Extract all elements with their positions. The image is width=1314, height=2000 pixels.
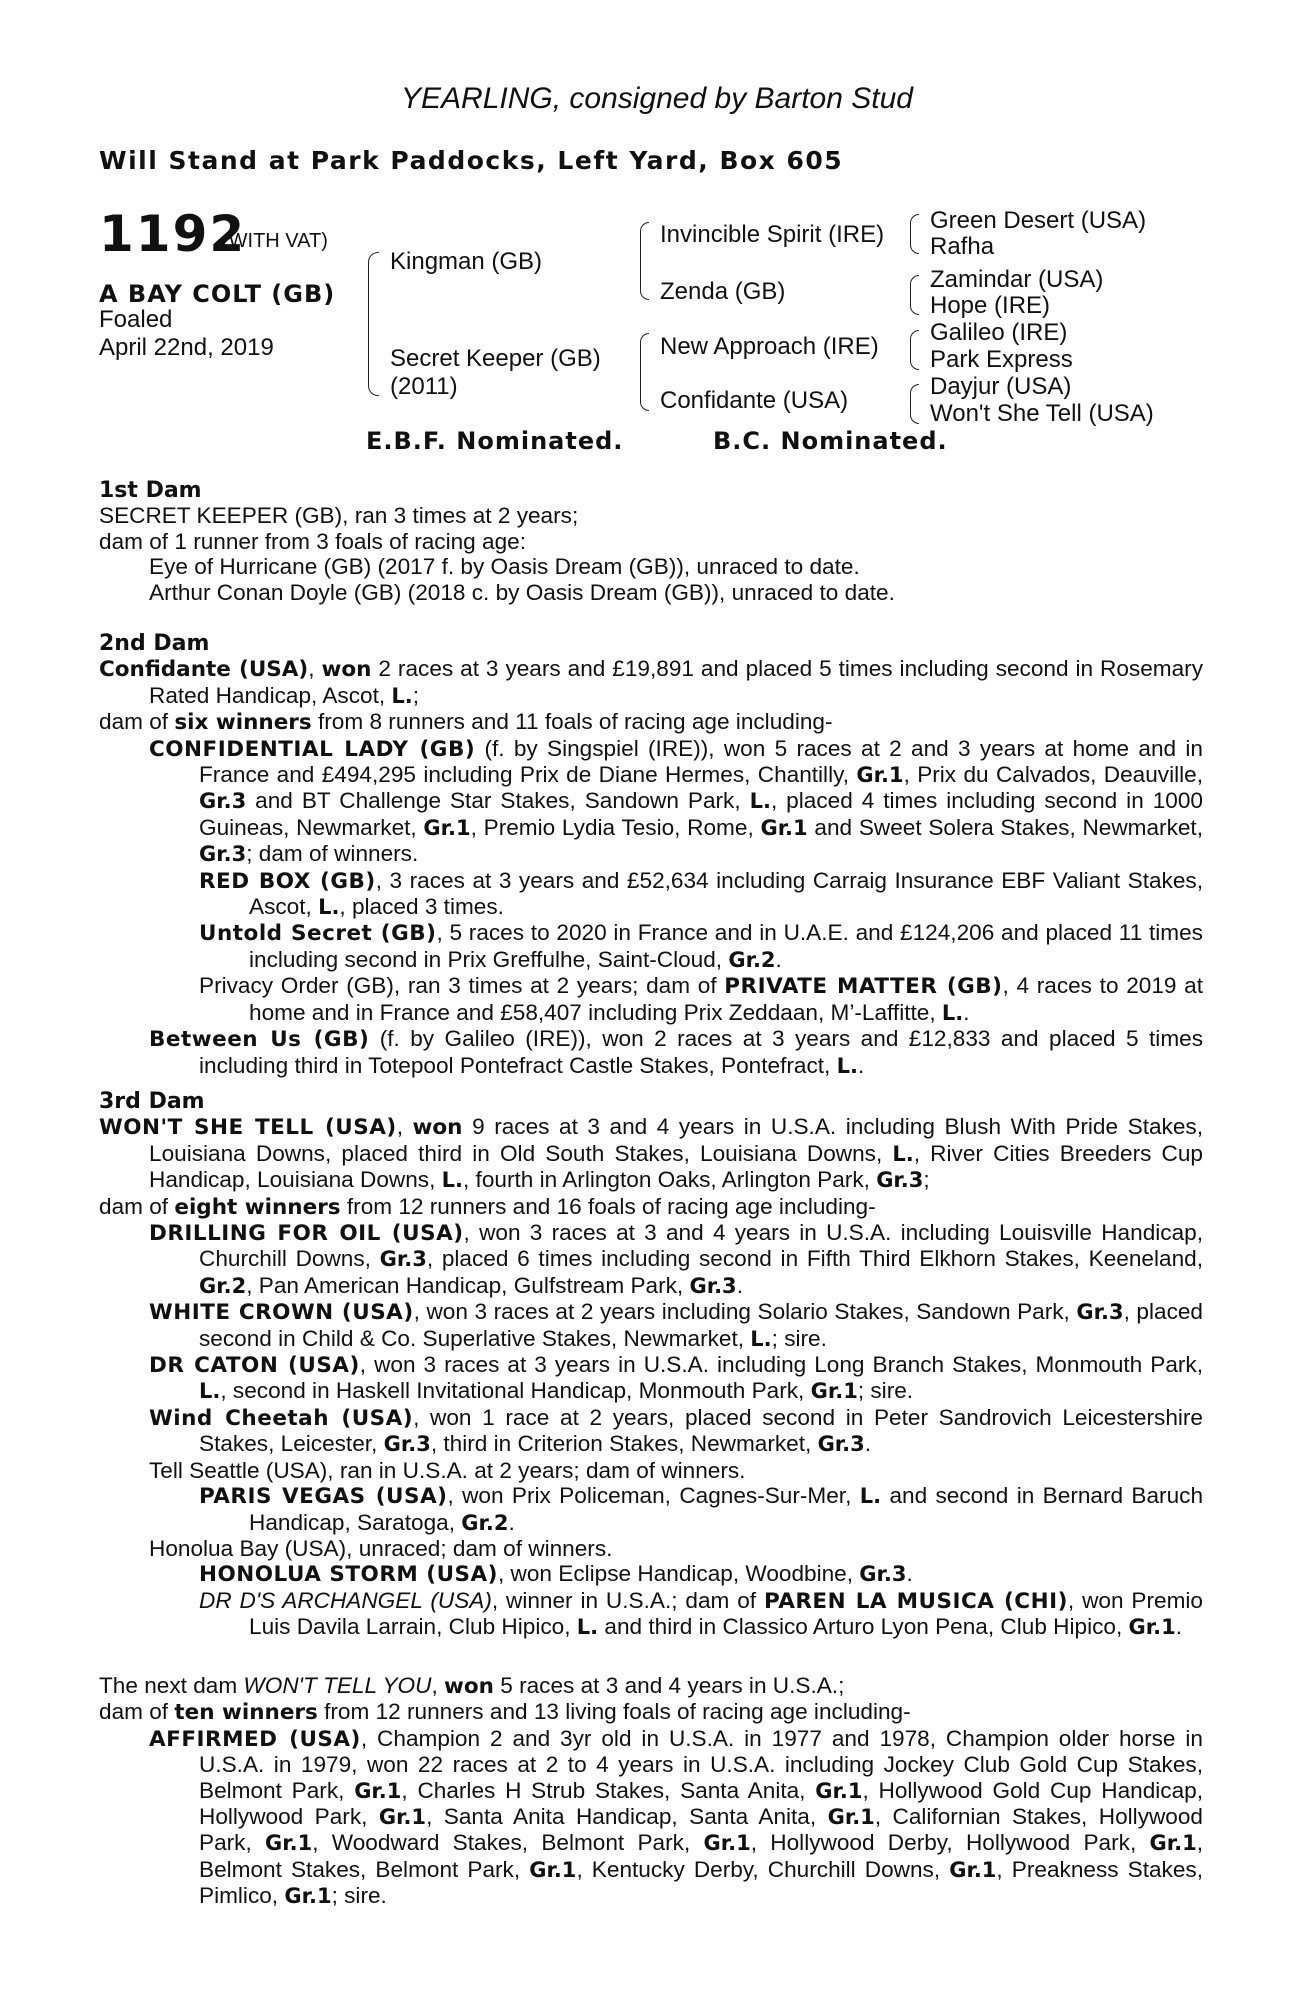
- produce-entry: [99, 736, 1203, 868]
- grade-mark: Gr.3: [817, 1432, 865, 1457]
- consignment-heading: YEARLING, consigned by Barton Stud: [401, 82, 913, 115]
- sd-brace: [910, 275, 919, 315]
- listed-mark: L.: [750, 1326, 772, 1351]
- produce-entry: [99, 1483, 1203, 1536]
- record-text: .: [906, 1561, 913, 1587]
- record-text: from 8 runners and 11 foals of racing age including-: [311, 709, 833, 735]
- horse-name: WHITE CROWN (USA): [149, 1300, 414, 1326]
- grade-mark: Gr.1: [529, 1857, 577, 1882]
- sire-parents-brace: [640, 222, 649, 300]
- record-text: .: [775, 946, 782, 972]
- first-dam-line: SECRET KEEPER (GB), ran 3 times at 2 years;: [99, 503, 579, 529]
- record-text: .: [508, 1509, 515, 1535]
- grade-mark: Gr.1: [810, 1379, 858, 1404]
- grade-mark: Gr.3: [383, 1432, 431, 1457]
- sire-dam-brace: [368, 252, 379, 396]
- pedigree-dam: Secret Keeper (GB): [390, 345, 601, 372]
- record-text: , won Premio Luis Davila Larrain, Club Hipico,: [249, 1587, 1203, 1640]
- winners-count: ten winners: [174, 1700, 318, 1726]
- record-text: ; sire.: [331, 1883, 387, 1909]
- horse-name: DR CATON (USA): [149, 1353, 360, 1379]
- record-text: , won 3 races at 3 years in U.S.A. including Long Branch Stakes, Monmouth Park,: [359, 1352, 1203, 1378]
- third-dam-heading: 3rd Dam: [99, 1089, 205, 1114]
- record-text: , third in Criterion Stakes, Newmarket,: [430, 1431, 818, 1457]
- record-text: The next dam: [99, 1673, 244, 1698]
- grade-mark: Gr.1: [354, 1778, 402, 1803]
- grade-mark: Gr.1: [949, 1857, 997, 1882]
- record-text: 9 races at 3 and 4 years in U.S.A. including Blush With Pride Stakes, Louisiana Downs, placed third in Old South Stakes, Louisiana Downs,: [149, 1114, 1203, 1166]
- pedigree-ds-sire: Galileo (IRE): [930, 319, 1068, 346]
- foaled-label: Foaled: [99, 306, 173, 333]
- location-heading: Will Stand at Park Paddocks, Left Yard, Box 605: [99, 146, 844, 175]
- grade-mark: Gr.1: [265, 1831, 313, 1856]
- record-text: , placed 6 times including second in Fifth Third Elkhorn Stakes, Keeneland,: [426, 1246, 1203, 1272]
- winners-count: eight winners: [174, 1194, 341, 1220]
- record-text: , Californian Stakes, Hollywood Park,: [199, 1804, 1204, 1856]
- foal-entry: Arthur Conan Doyle (GB) (2018 c. by Oasis Dream (GB)), unraced to date.: [149, 579, 895, 605]
- record-text: , Champion 2 and 3yr old in U.S.A. in 1977 and 1978, Champion older horse in U.S.A. in 1979, won 22 races at 2 to 4 years in U.S.A. including Jockey Club Gold Cup Stakes, Belmont Park,: [199, 1725, 1203, 1803]
- produce-entry: [99, 973, 1203, 1026]
- record-text: , Belmont Stakes, Belmont Park,: [199, 1830, 1203, 1882]
- record-text: ; sire.: [771, 1325, 827, 1351]
- record-text: from 12 runners and 16 foals of racing age including-: [340, 1193, 876, 1219]
- foal-entry: Eye of Hurricane (GB) (2017 f. by Oasis Dream (GB)), unraced to date.: [149, 554, 860, 580]
- grade-mark: Gr.1: [378, 1805, 427, 1830]
- grade-mark: Gr.3: [379, 1247, 427, 1272]
- record-text: , fourth in Arlington Oaks, Arlington Park,: [463, 1167, 877, 1193]
- horse-name: Between Us (GB): [149, 1027, 370, 1053]
- horse-name: PARIS VEGAS (USA): [199, 1484, 448, 1510]
- record-text: (f. by Galileo (IRE)), won 2 races at 3 years and £12,833 and placed 5 times including third in Totepool Pontefract Castle Stakes, Pontefract,: [199, 1026, 1203, 1078]
- grade-mark: Gr.3: [876, 1168, 924, 1193]
- record-text: , Hollywood Gold Cup Handicap, Hollywood Park,: [199, 1777, 1204, 1830]
- grade-mark: Gr.1: [703, 1831, 751, 1856]
- ss-brace: [910, 214, 919, 254]
- listed-mark: L.: [391, 683, 413, 708]
- third-dam-produce: [99, 1194, 1203, 1220]
- record-text: , 4 races to 2019 at home and in France and £58,407 including Prix Zeddaan, M’-Laffitte,: [249, 973, 1203, 1025]
- grade-mark: Gr.1: [284, 1884, 332, 1909]
- record-text: , placed 3 times.: [339, 894, 504, 920]
- first-dam-section: [99, 478, 1203, 605]
- record-text: , 3 races at 3 years and £52,634 including Carraig Insurance EBF Valiant Stakes, Ascot,: [249, 867, 1203, 920]
- won-label: won: [412, 1115, 463, 1141]
- record-text: ;: [412, 682, 420, 708]
- record-text: , Premio Lydia Tesio, Rome,: [470, 814, 761, 840]
- pedigree-sire: Kingman (GB): [390, 248, 543, 275]
- produce-entry: Honolua Bay (USA), unraced; dam of winners.: [149, 1535, 613, 1561]
- winners-count: six winners: [174, 710, 312, 736]
- won-label: won: [444, 1674, 494, 1699]
- produce-entry: [99, 1561, 1203, 1587]
- record-text: , Santa Anita Handicap, Santa Anita,: [426, 1804, 828, 1830]
- pedigree-sd-sire: Zamindar (USA): [930, 266, 1104, 293]
- listed-mark: L.: [576, 1615, 599, 1640]
- first-dam-produce: dam of 1 runner from 3 foals of racing age:: [99, 528, 526, 554]
- grade-mark: Gr.1: [815, 1778, 863, 1803]
- grade-mark: Gr.1: [760, 815, 808, 840]
- ebf-nominated: E.B.F. Nominated.: [366, 427, 624, 455]
- lot-number: 1192: [99, 205, 247, 263]
- second-dam-produce: [99, 709, 1203, 735]
- vat-label: (WITH VAT): [222, 230, 328, 252]
- first-dam-heading: 1st Dam: [99, 478, 202, 503]
- record-text: , won 1 race at 2 years, placed second in Peter Sandrovich Leicestershire Stakes, Leicester,: [199, 1404, 1203, 1457]
- record-text: dam of: [99, 1193, 175, 1219]
- grade-mark: Gr.1: [423, 815, 471, 840]
- ds-brace: [910, 330, 919, 370]
- pedigree-sire-sire: Invincible Spirit (IRE): [660, 221, 885, 248]
- produce-entry: [99, 1026, 1203, 1079]
- produce-entry: [99, 1352, 1203, 1405]
- dam-name: WON'T TELL YOU: [243, 1673, 432, 1698]
- third-dam-section: [99, 1089, 1203, 1641]
- grade-mark: Gr.3: [1076, 1300, 1124, 1325]
- record-text: 2 races at 3 years and £19,891 and placed 5 times including second in Rosemary Rated Handicap, Ascot,: [149, 656, 1203, 708]
- record-text: , won 3 races at 3 and 4 years in U.S.A. including Louisville Handicap, Churchill Downs,: [199, 1220, 1203, 1272]
- listed-mark: L.: [836, 1053, 858, 1078]
- record-text: , Charles H Strub Stakes, Santa Anita,: [401, 1777, 816, 1803]
- pedigree-dam-year: (2011): [390, 373, 458, 400]
- grade-mark: Gr.2: [461, 1510, 509, 1535]
- produce-entry: Tell Seattle (USA), ran in U.S.A. at 2 years; dam of winners.: [149, 1457, 746, 1483]
- record-text: Privacy Order (GB), ran 3 times at 2 years; dam of: [199, 973, 725, 999]
- produce-entry: [99, 1220, 1203, 1299]
- grade-mark: Gr.1: [1149, 1831, 1197, 1856]
- record-text: .: [857, 1052, 865, 1078]
- record-text: ; dam of winners.: [246, 841, 419, 867]
- pedigree-dd-sire: Dayjur (USA): [930, 373, 1072, 400]
- grade-mark: Gr.3: [859, 1562, 907, 1587]
- record-text: , winner in U.S.A.; dam of: [491, 1587, 764, 1613]
- grade-mark: Gr.1: [1128, 1615, 1176, 1640]
- record-text: , River Cities Breeders Cup Handicap, Louisiana Downs,: [149, 1140, 1204, 1193]
- bc-nominated: B.C. Nominated.: [713, 427, 948, 455]
- horse-name: Untold Secret (GB): [199, 921, 437, 947]
- record-text: , second in Haskell Invitational Handicap, Monmouth Park,: [220, 1378, 811, 1404]
- horse-name: PRIVATE MATTER (GB): [724, 974, 1003, 1000]
- pedigree-dam-sire: New Approach (IRE): [660, 333, 879, 360]
- third-dam-record: WON'T SHE TELL (USA), won 9 races at 3 and 4 years in U.S.A. including Blush With Pride Stakes, Louisiana Downs, placed third in Old South Stakes, Louisiana Downs, L., River Cities Breeders Cup Handicap, Louisiana Downs, L., fourth in Arlington Oaks, Arlington Park, Gr.3;: [99, 1114, 1204, 1193]
- horse-name: Wind Cheetah (USA): [149, 1405, 414, 1431]
- produce-entry: [99, 1588, 1203, 1641]
- next-dam-section: [99, 1673, 1203, 1910]
- next-dam-record: The next dam WON'T TELL YOU, won 5 races at 3 and 4 years in U.S.A.;: [99, 1673, 845, 1699]
- grade-mark: Gr.3: [689, 1273, 737, 1298]
- produce-entry: [99, 1726, 1203, 1910]
- record-text: , placed second in Child & Co. Superlative Stakes, Newmarket,: [199, 1299, 1203, 1351]
- listed-mark: L.: [441, 1168, 463, 1193]
- produce-entry: [99, 1405, 1203, 1458]
- dam-name: WON'T SHE TELL (USA): [99, 1115, 397, 1141]
- horse-name: DRILLING FOR OIL (USA): [149, 1221, 464, 1247]
- pedigree-ss-sire: Green Desert (USA): [930, 207, 1147, 234]
- horse-name: HONOLUA STORM (USA): [199, 1562, 498, 1588]
- record-text: , Kentucky Derby, Churchill Downs,: [576, 1856, 950, 1882]
- record-text: , 5 races to 2020 in France and in U.A.E. and £124,206 and placed 11 times including second in Prix Greffulhe, Saint-Cloud,: [249, 920, 1203, 972]
- listed-mark: L.: [941, 1000, 964, 1025]
- grade-mark: Gr.3: [199, 842, 247, 867]
- record-text: and Sweet Solera Stakes, Newmarket,: [807, 814, 1203, 840]
- horse-name: AFFIRMED (USA): [149, 1726, 361, 1752]
- record-text: , placed 4 times including second in 1000 Guineas, Newmarket,: [199, 788, 1203, 840]
- record-text: dam of: [99, 709, 175, 735]
- listed-mark: L.: [199, 1379, 221, 1404]
- record-text: , Preakness Stakes, Pimlico,: [199, 1856, 1203, 1909]
- record-text: ;: [923, 1167, 930, 1193]
- grade-mark: Gr.2: [199, 1273, 247, 1298]
- listed-mark: L.: [859, 1484, 882, 1509]
- record-text: .: [1175, 1614, 1182, 1640]
- dam-name: Confidante (USA): [99, 657, 309, 683]
- record-text: , won Eclipse Handicap, Woodbine,: [498, 1561, 860, 1587]
- record-text: 5 races at 3 and 4 years in U.S.A.;: [493, 1673, 845, 1698]
- listed-mark: L.: [318, 895, 340, 920]
- grade-mark: Gr.1: [827, 1805, 875, 1830]
- record-text: dam of: [99, 1699, 175, 1725]
- produce-entry: [99, 868, 1203, 921]
- horse-name: DR D'S ARCHANGEL (USA): [199, 1587, 492, 1613]
- record-text: ; sire.: [857, 1378, 914, 1404]
- foaled-date: April 22nd, 2019: [99, 334, 274, 361]
- lot-title: A BAY COLT (GB): [99, 280, 336, 308]
- grade-mark: Gr.1: [856, 763, 904, 788]
- record-text: , Prix du Calvados, Deauville,: [903, 762, 1203, 788]
- record-text: (f. by Singspiel (IRE)), won 5 races at 2 and 3 years at home and in France and £494,295 including Prix de Diane Hermes, Chantilly,: [199, 735, 1203, 788]
- record-text: and BT Challenge Star Stakes, Sandown Park,: [246, 788, 750, 814]
- pedigree-ss-dam: Rafha: [930, 233, 995, 260]
- produce-entry: [99, 920, 1203, 973]
- record-text: , won Prix Policeman, Cagnes-Sur-Mer,: [447, 1483, 860, 1509]
- second-dam-section: [99, 631, 1203, 1079]
- record-text: and third in Classico Arturo Lyon Pena, Club Hipico,: [598, 1614, 1129, 1640]
- second-dam-record: Confidante (USA), won 2 races at 3 years and £19,891 and placed 5 times including second in Rosemary Rated Handicap, Ascot, L.;: [99, 656, 1203, 708]
- dam-parents-brace: [640, 333, 649, 411]
- record-text: , Pan American Handicap, Gulfstream Park,: [246, 1272, 690, 1298]
- record-text: , won 3 races at 2 years including Solario Stakes, Sandown Park,: [413, 1299, 1077, 1325]
- pedigree-sire-dam: Zenda (GB): [660, 278, 786, 305]
- record-text: from 12 runners and 13 living foals of racing age including-: [317, 1699, 911, 1725]
- record-text: , Hollywood Derby, Hollywood Park,: [750, 1830, 1150, 1856]
- record-text: .: [864, 1431, 872, 1457]
- horse-name: RED BOX (GB): [199, 868, 376, 894]
- pedigree-sd-dam: Hope (IRE): [930, 292, 1051, 319]
- record-text: and second in Bernard Baruch Handicap, Saratoga,: [249, 1483, 1204, 1535]
- next-dam-produce: [99, 1699, 1203, 1725]
- horse-name: CONFIDENTIAL LADY (GB): [149, 736, 476, 762]
- record-text: .: [963, 999, 970, 1025]
- second-dam-heading: 2nd Dam: [99, 631, 210, 656]
- produce-entry: [99, 1299, 1203, 1352]
- listed-mark: L.: [749, 789, 771, 814]
- record-text: , Woodward Stakes, Belmont Park,: [312, 1830, 704, 1856]
- dd-brace: [910, 384, 919, 424]
- pedigree-dd-dam: Won't She Tell (USA): [930, 400, 1154, 427]
- record-text: .: [736, 1272, 743, 1298]
- pedigree-dam-dam: Confidante (USA): [660, 387, 849, 414]
- horse-name: PAREN LA MUSICA (CHI): [763, 1588, 1068, 1614]
- grade-mark: Gr.3: [199, 789, 247, 814]
- listed-mark: L.: [892, 1141, 914, 1166]
- won-label: won: [321, 657, 372, 683]
- pedigree-ds-dam: Park Express: [930, 346, 1073, 373]
- grade-mark: Gr.2: [728, 947, 776, 972]
